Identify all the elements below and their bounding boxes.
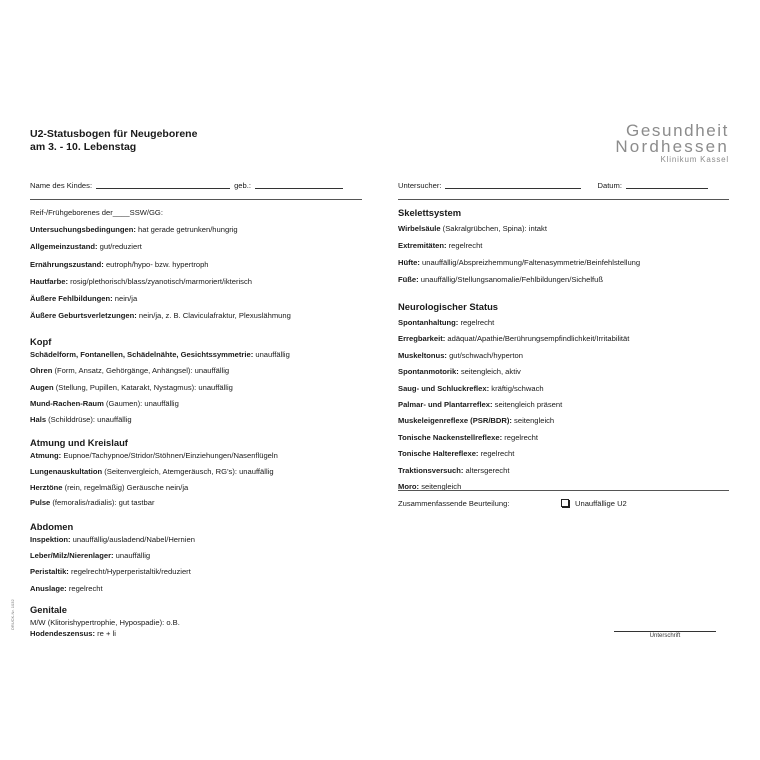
genitale-item: M/W (Klitorishypertrophie, Hypospadie): o.B.: [30, 618, 180, 627]
abdomen-item: Peristaltik: regelrecht/Hyperperistaltik/reduziert: [30, 567, 191, 577]
datum-input-line[interactable]: [626, 180, 708, 189]
signature-line[interactable]: [614, 631, 716, 632]
general-item: Ernährungszustand: eutroph/hypo- bzw. hypertroph: [30, 259, 209, 269]
divider-right: [398, 199, 729, 200]
atmung-item: Herztöne (rein, regelmäßig) Geräusche nein/ja: [30, 482, 189, 492]
neuro-item: Tonische Nackenstellreflexe: regelrecht: [398, 432, 538, 442]
name-input-line[interactable]: [96, 180, 230, 189]
general-item: Untersuchungsbedingungen: hat gerade getrunken/hungrig: [30, 225, 238, 234]
kopf-item: Augen (Stellung, Pupillen, Katarakt, Nystagmus): unauffällig: [30, 382, 233, 392]
section-kopf-title: Kopf: [30, 336, 52, 347]
neuro-item: Muskeleigenreflexe (PSR/BDR): seitengleich: [398, 416, 555, 426]
kopf-item: Hals (Schilddrüse): unauffällig: [30, 415, 132, 425]
atmung-item: Pulse (femoralis/radialis): gut tastbar: [30, 498, 155, 508]
unauffaellige-u2-checkbox[interactable]: [561, 499, 627, 509]
checkbox-icon[interactable]: [561, 499, 569, 507]
genitale-list: [30, 618, 180, 639]
section-skelett-title: Skelettsystem: [398, 207, 462, 218]
general-list: [30, 225, 291, 321]
general-item: Allgemeinzustand: gut/reduziert: [30, 242, 142, 252]
geb-input-line[interactable]: [255, 180, 343, 189]
summary-label: Zusammenfassende Beurteilung:: [398, 499, 510, 508]
untersucher-field[interactable]: [398, 180, 712, 190]
untersucher-label: Untersucher:: [398, 181, 442, 190]
logo-line2: Nordhessen: [615, 137, 729, 156]
abdomen-item: Leber/Milz/Nierenlager: unauffällig: [30, 551, 151, 561]
divider-left: [30, 199, 362, 200]
datum-label: Datum:: [597, 181, 622, 190]
checkbox-label: Unauffällige U2: [575, 499, 627, 508]
kopf-item: Mund-Rachen-Raum (Gaumen): unauffällig: [30, 398, 179, 408]
atmung-item: Lungenauskultation (Seitenvergleich, Atemgeräusch, RG's): unauffällig: [30, 466, 274, 476]
signature-label: Unterschrift: [649, 633, 681, 639]
name-label: Name des Kindes:: [30, 181, 93, 190]
neuro-list: [398, 318, 629, 492]
neuro-item: Spontanhaltung: regelrecht: [398, 318, 495, 327]
atmung-item: Atmung: Eupnoe/Tachypnoe/Stridor/Stöhnen/Einziehungen/Nasenflügeln: [30, 451, 278, 460]
divider-summary: [398, 490, 729, 491]
section-atmung-title: Atmung und Kreislauf: [30, 437, 128, 448]
neuro-item: Moro: seitengleich: [398, 481, 462, 491]
general-item: Hautfarbe: rosig/plethorisch/blass/zyanotisch/marmoriert/ikterisch: [30, 276, 252, 286]
form-title: [30, 128, 197, 153]
kopf-item: Schädelform, Fontanellen, Schädelnähte, Gesichtssymmetrie: unauffällig: [30, 350, 290, 359]
kopf-item: Ohren (Form, Ansatz, Gehörgänge, Anhängsel): unauffällig: [30, 366, 230, 376]
neuro-item: Palmar- und Plantarreflex: seitengleich präsent: [398, 399, 563, 409]
general-item: Äußere Geburtsverletzungen: nein/ja, z. B. Claviculafraktur, Plexuslähmung: [30, 311, 291, 321]
logo-line3: Klinikum Kassel: [660, 155, 729, 164]
genitale-item: Hodendeszensus: re + li: [30, 629, 116, 638]
section-genitale-title: Genitale: [30, 604, 67, 615]
untersucher-input-line[interactable]: [445, 180, 581, 189]
neuro-item: Spontanmotorik: seitengleich, aktiv: [398, 367, 521, 377]
skelett-item: Füße: unauffällig/Stellungsanomalie/Fehlbildungen/Sichelfuß: [398, 275, 604, 284]
form-title-line2: am 3. - 10. Lebenstag: [30, 140, 137, 153]
neuro-item: Tonische Haltereflexe: regelrecht: [398, 449, 515, 459]
kopf-list: [30, 350, 290, 425]
neuro-item: Traktionsversuch: altersgerecht: [398, 465, 510, 475]
atmung-list: [30, 451, 278, 508]
general-item: Äußere Fehlbildungen: nein/ja: [30, 294, 138, 304]
section-neuro-title: Neurologischer Status: [398, 301, 499, 312]
clinic-logo: [615, 122, 729, 166]
abdomen-item: Inspektion: unauffällig/ausladend/Nabel/Hernien: [30, 535, 195, 544]
neuro-item: Saug- und Schluckreflex: kräftig/schwach: [398, 383, 544, 393]
print-code: DRUCK-Nr. 1032: [10, 599, 15, 630]
skelett-item: Hüfte: unauffällig/Abspreizhemmung/Faltenasymmetrie/Beinfehlstellung: [398, 258, 641, 267]
logo-line1: Gesundheit: [626, 121, 729, 140]
neuro-item: Erregbarkeit: adäquat/Apathie/Berührungsempfindlichkeit/Irritabilität: [398, 334, 630, 344]
skelett-list: [398, 224, 640, 285]
name-field[interactable]: [30, 180, 347, 190]
section-abdomen-title: Abdomen: [30, 521, 74, 532]
skelett-item: Extremitäten: regelrecht: [398, 241, 483, 250]
form-title-line1: U2-Statusbogen für Neugeborene: [30, 128, 198, 140]
abdomen-list: [30, 535, 195, 594]
geb-label: geb.:: [234, 181, 251, 190]
abdomen-item: Anuslage: regelrecht: [30, 583, 103, 593]
reif-line: Reif-/Frühgeborenes der____SSW/GG:: [30, 208, 163, 217]
skelett-item: Wirbelsäule (Sakralgrübchen, Spina): intakt: [398, 224, 547, 233]
neuro-item: Muskeltonus: gut/schwach/hyperton: [398, 350, 523, 360]
